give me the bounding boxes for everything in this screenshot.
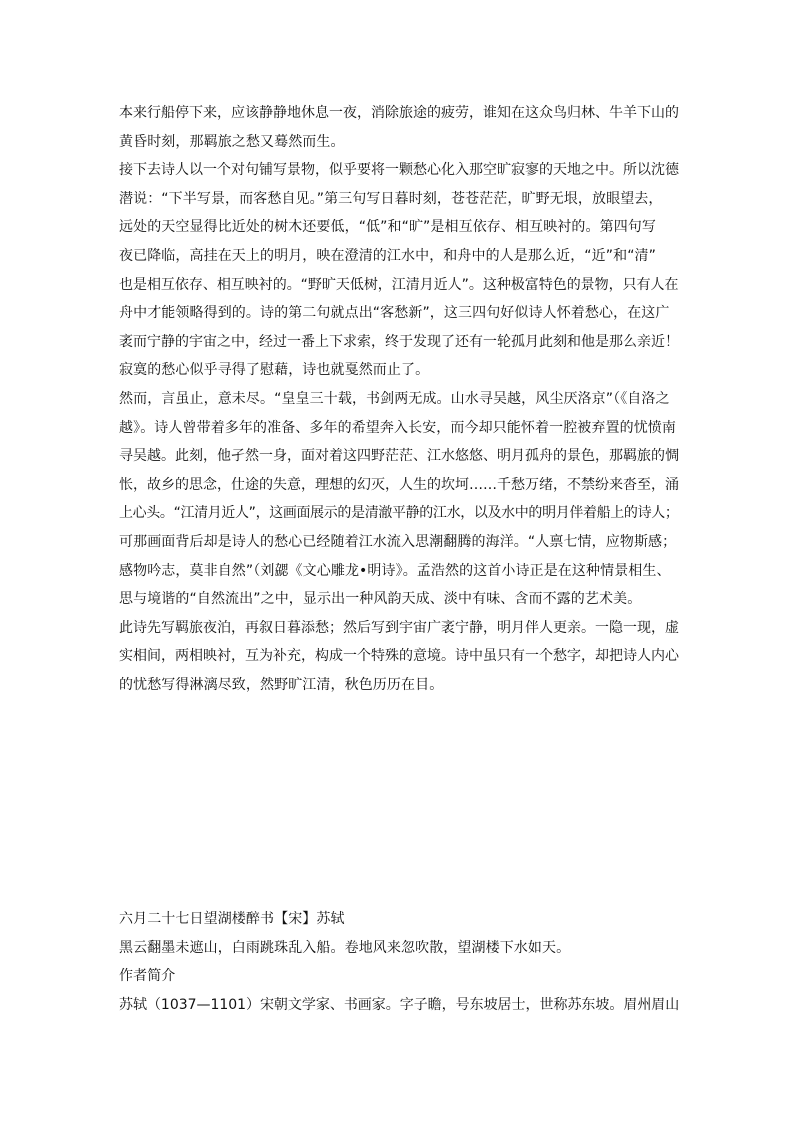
poem-text: 黑云翻墨未遮山，白雨跳珠乱入船。卷地风来忽吹散，望湖楼下水如天。 [119, 939, 571, 956]
text-line: 的忧愁写得淋漓尽致，然野旷江清，秋色历历在目。 [119, 676, 444, 693]
text-line: 上心头。“江清月近人”，这画面展示的是清澈平静的江水，以及水中的明月伴着船上的诗人； [119, 505, 679, 522]
text-line: 接下去诗人以一个对句铺写景物，似乎要将一颗愁心化入那空旷寂寥的天地之中。所以沈德 [119, 162, 679, 179]
text-line: 实相间，两相映衬，互为补充，构成一个特殊的意境。诗中虽只有一个愁字，却把诗人内心 [119, 648, 679, 665]
text-line: 怅，故乡的思念，仕途的失意，理想的幻灭，人生的坎坷……千愁万绪，不禁纷来沓至，涌 [119, 476, 679, 493]
text-line: 此诗先写羁旅夜泊，再叙日暮添愁；然后写到宇宙广袤宁静，明月伴人更亲。一隐一现，虚 [119, 619, 679, 636]
text-line: 舟中才能领略得到的。诗的第二句就点出“客愁新”，这三四句好似诗人怀着愁心，在这广 [119, 305, 670, 322]
text-line: 思与境谐的“自然流出”之中，显示出一种风韵天成、淡中有味、含而不露的艺术美。 [119, 591, 642, 608]
text-line: 寻吴越。此刻，他孑然一身，面对着这四野茫茫、江水悠悠、明月孤舟的景色，那羁旅的惆 [119, 448, 679, 465]
poem-section [119, 905, 679, 1019]
text-line: 感物吟志，莫非自然”（刘勰《文心雕龙•明诗》。孟浩然的这首小诗正是在这种情景相生、 [119, 562, 671, 579]
text-line: 袤而宁静的宇宙之中，经过一番上下求索，终于发现了还有一轮孤月此刻和他是那么亲近！ [119, 333, 679, 350]
poem-title: 六月二十七日望湖楼醉书【宋】苏轼 [119, 911, 345, 927]
text-line: 然而，言虽止，意未尽。“皇皇三十载，书剑两无成。山水寻吴越，风尘厌洛京”（《自洛之 [119, 390, 670, 407]
author-heading: 作者简介 [119, 968, 176, 985]
text-line: 可那画面背后却是诗人的愁心已经随着江水流入思潮翻腾的海洋。“人禀七情，应物斯感； [119, 533, 677, 550]
text-line: 夜已降临，高挂在天上的明月，映在澄清的江水中，和舟中的人是那么近，“近”和“清” [119, 247, 657, 264]
text-line: 潜说：“下半写景，而客愁自见。”第三句写日暮时刻，苍苍茫茫，旷野无垠，放眼望去， [119, 190, 663, 207]
text-line: 也是相互依存、相互映衬的。“野旷天低树，江清月近人”。这种极富特色的景物，只有人在 [119, 276, 679, 293]
text-line: 越》。诗人曾带着多年的准备、多年的希望奔入长安，而今却只能怀着一腔被弃置的忧愤南 [119, 419, 676, 436]
text-line: 寂寞的愁心似乎寻得了慰藉，诗也就戛然而止了。 [119, 362, 430, 379]
text-line: 远处的天空显得比近处的树木还要低，“低”和“旷”是相互依存、相互映衬的。第四句写 [119, 219, 657, 236]
text-line: 黄昏时刻，那羁旅之愁又蓦然而生。 [119, 133, 345, 150]
poem-analysis-section [119, 99, 679, 699]
text-line: 本来行船停下来，应该静静地休息一夜，消除旅途的疲劳，谁知在这众鸟归林、牛羊下山的 [119, 105, 679, 121]
author-intro: 苏轼（1037—1101）宋朝文学家、书画家。字子瞻，号东坡居士，世称苏东坡。眉州眉山 [119, 996, 680, 1013]
